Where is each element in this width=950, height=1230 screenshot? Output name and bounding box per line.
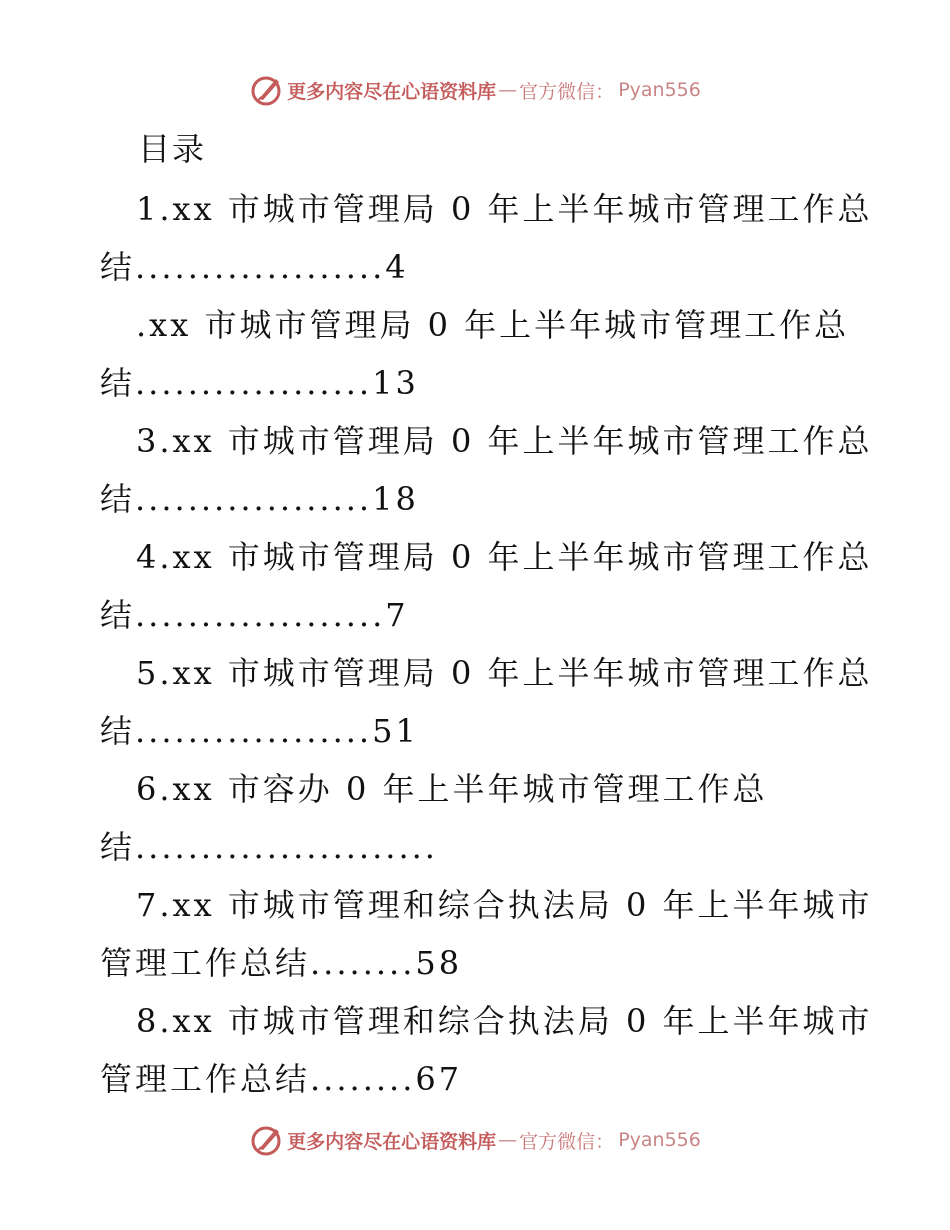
toc-entry-leader-page: 结....................... [100,828,438,866]
toc-entry-leader-page: 结..................13 [100,364,419,402]
watermark-wechat-label: 官方微信： [519,80,615,103]
toc-entry-leader-page: 结...................7 [100,596,409,634]
toc-entry [100,876,873,992]
toc-entry-title: 5.xx 市城市管理局 0 年上半年城市管理工作总 [136,654,873,692]
toc-entry-title: 1.xx 市城市管理局 0 年上半年城市管理工作总 [136,190,873,228]
toc-entry-title: 7.xx 市城市管理和综合执法局 0 年上半年城市 [136,886,873,924]
toc-entry [100,296,860,412]
watermark-wechat-label: 官方微信： [519,1130,615,1153]
toc-entry-title: 6.xx 市容办 0 年上半年城市管理工作总 [136,770,768,808]
watermark-dash: — [498,1129,518,1151]
watermark-wechat-account: Pyan556 [618,1129,701,1151]
toc-list [100,180,873,1108]
toc-entry-leader-page: 结...................4 [100,248,409,286]
toc-entry [100,760,860,876]
watermark-wechat-account: Pyan556 [618,79,701,101]
watermark-brand-text: 更多内容尽在心语资料库 [287,80,497,103]
toc-entry-title: 3.xx 市城市管理局 0 年上半年城市管理工作总 [136,422,873,460]
toc-entry-leader-page: 管理工作总结........58 [100,944,463,982]
watermark-dash: — [498,79,518,101]
footer-watermark [0,1120,950,1160]
header-watermark [0,70,950,110]
toc-entry-leader-page: 结..................18 [100,480,419,518]
toc-entry-leader-page: 管理工作总结........67 [100,1060,463,1098]
quill-pen-circle-icon [249,1123,283,1157]
toc-title: 目录 [138,130,207,168]
quill-pen-circle-icon [249,73,283,107]
toc-entry [100,180,873,296]
toc-entry [100,644,873,760]
document-body [100,120,873,1108]
toc-entry [100,992,873,1108]
toc-entry-title: .xx 市城市管理局 0 年上半年城市管理工作总 [136,306,850,344]
toc-entry [100,412,873,528]
toc-entry-title: 8.xx 市城市管理和综合执法局 0 年上半年城市 [136,1002,873,1040]
watermark-brand-text: 更多内容尽在心语资料库 [287,1130,497,1153]
toc-entry-leader-page: 结..................51 [100,712,419,750]
toc-entry-title: 4.xx 市城市管理局 0 年上半年城市管理工作总 [136,538,873,576]
toc-entry [100,528,873,644]
